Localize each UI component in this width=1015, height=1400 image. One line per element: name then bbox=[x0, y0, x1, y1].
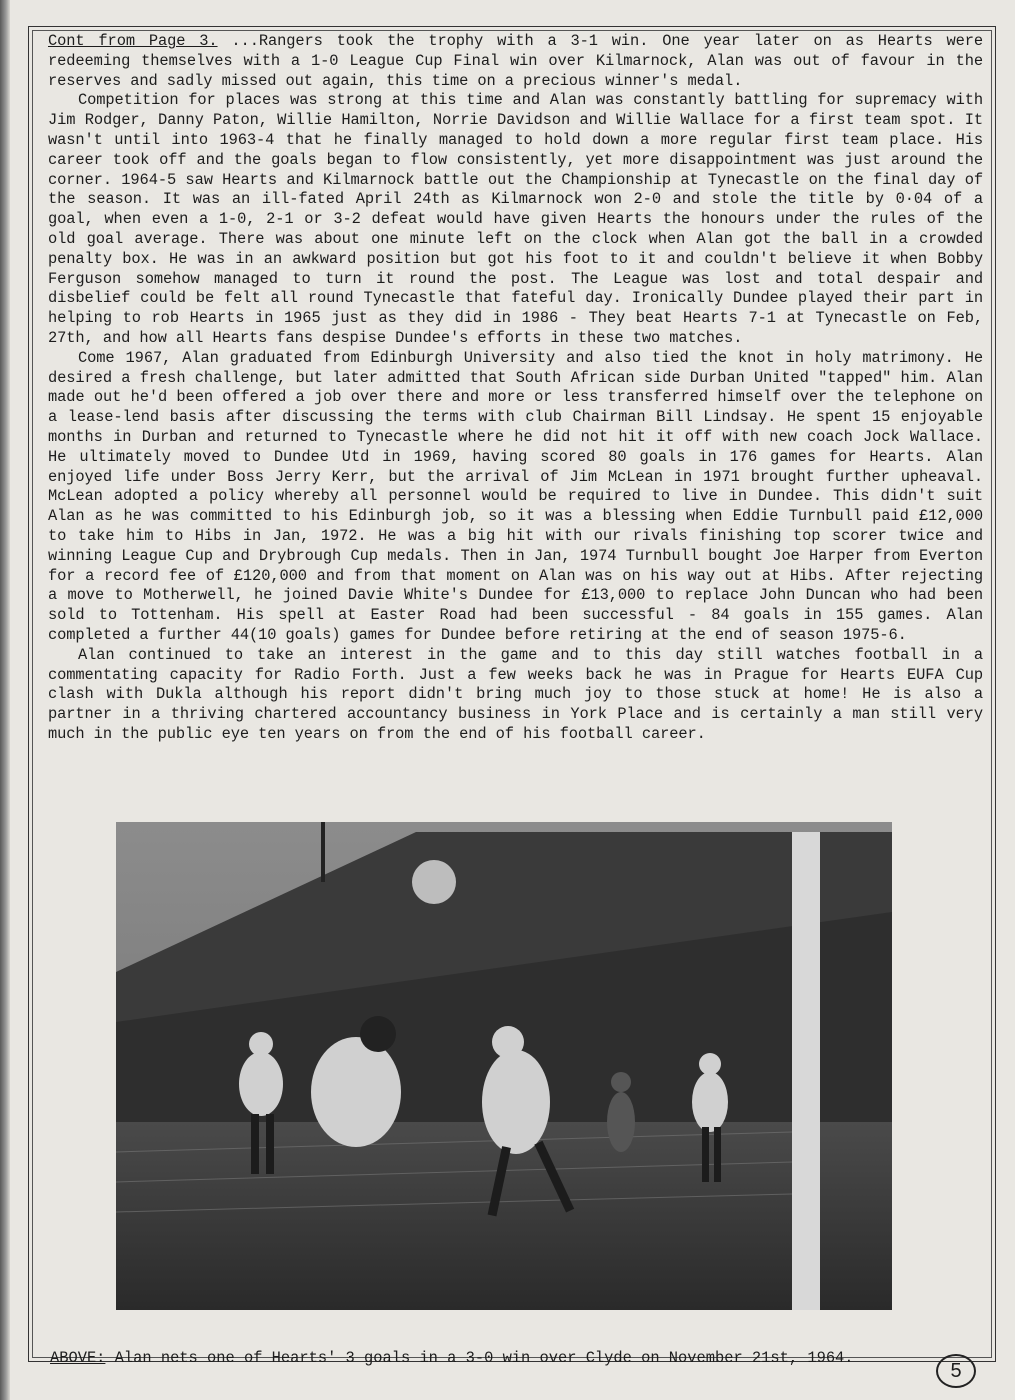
paragraph-text: ...Rangers took the trophy with a 3-1 win. One year later on as Hearts were redeeming themselves with a 1-0 League Cup Final win over Kilmarnock, Alan was out of favour in the reserves and sadly missed out again, this time on a precious winner's medal. bbox=[48, 32, 984, 90]
photo-caption bbox=[50, 1348, 930, 1368]
article-paragraph-2: Competition for places was strong at this time and Alan was constantly battling for supremacy with Jim Rodger, Danny Paton, Willie Hamilton, Norrie Davidson and Willie Wallace for a first team spot. It wasn't until into 1963-4 that he finally managed to hold down a more regular first team place. His career took off and the goals began to flow consistently, yet more disappointment was just around the corner. 1964-5 saw Hearts and Kilmarnock battle out the Championship at Tynecastle on the final day of the season. It was an ill-fated April 24th as Kilmarnock won 2-0 and stole the title by 0·04 of a goal, when even a 1-0, 2-1 or 3-2 defeat would have given Hearts the honours under the rules of the old goal average. There was about one minute left on the clock when Alan got the ball in a crowded penalty box. He was in an awkward position but got his foot to it and couldn't believe it when Bobby Ferguson somehow managed to turn it round the post. The League was lost and total despair and disbelief could be felt all round Tynecastle that fateful day. Ironically Dundee played their part in helping to rob Hearts in 1965 just as they did in 1986 - They beat Hearts 7-1 at Tynecastle on Feb, 27th, and how all Hearts fans despise Dundee's efforts in these two matches. bbox=[48, 91, 983, 347]
caption-text: Alan nets one of Hearts' 3 goals in a 3-0 win over Clyde on November 21st, 1964. bbox=[105, 1349, 854, 1367]
article-paragraph-4: Alan continued to take an interest in the game and to this day still watches football in a commentating capacity for Radio Forth. Just a few weeks back he was in Prague for Hearts EUFA Cup clash with Dukla although his report didn't bring much joy to those stuck at home! He is also a partner in a thriving chartered accountancy business in York Place and is certainly a man still very much in the public eye ten years on from the end of his football career. bbox=[48, 645, 983, 743]
article-body bbox=[48, 32, 983, 745]
match-photo-illustration bbox=[116, 822, 892, 1310]
article-paragraph-1 bbox=[48, 32, 983, 91]
page-number-badge: 5 bbox=[936, 1354, 976, 1388]
binding-edge bbox=[0, 0, 10, 1400]
continuation-label: Cont from Page 3. bbox=[48, 32, 218, 50]
caption-label: ABOVE: bbox=[50, 1349, 106, 1367]
article-paragraph-3: Come 1967, Alan graduated from Edinburgh University and also tied the knot in holy matrimony. He desired a fresh challenge, but later admitted that South African side Durban United "tapped" him. Alan made out he'd been offered a job over there and more or less transferred himself over the telephone on a lease-lend basis after discussing the terms with club Chairman Bill Lindsay. He spent 15 enjoyable months in Durban and returned to Tynecastle where he did not hit it off with new coach Jock Wallace. He ultimately moved to Dundee Utd in 1969, having scored 80 goals in 176 games for Hearts. Alan enjoyed life under Boss Jerry Kerr, but the arrival of Jim McLean in 1971 brought further upheaval. McLean adopted a policy whereby all personnel would be required to live in Dundee. This didn't suit Alan as he was committed to his Edinburgh job, so it was a blessing when Eddie Turnbull paid £12,000 to take him to Hibs in Jan, 1972. He was a big hit with our rivals finishing top scorer twice and winning League Cup and Drybrough Cup medals. Then in Jan, 1974 Turnbull bought Joe Harper from Everton for a record fee of £120,000 and from that moment on Alan was on his way out at Hibs. After rejecting a move to Motherwell, he joined Davie White's Dundee for £13,000 to replace John Duncan who had been sold to Tottenham. His spell at Easter Road had been successful - 84 goals in 155 games. Alan completed a further 44(10 goals) games for Dundee before retiring at the end of season 1975-6. bbox=[48, 348, 983, 644]
match-photo bbox=[116, 822, 892, 1310]
